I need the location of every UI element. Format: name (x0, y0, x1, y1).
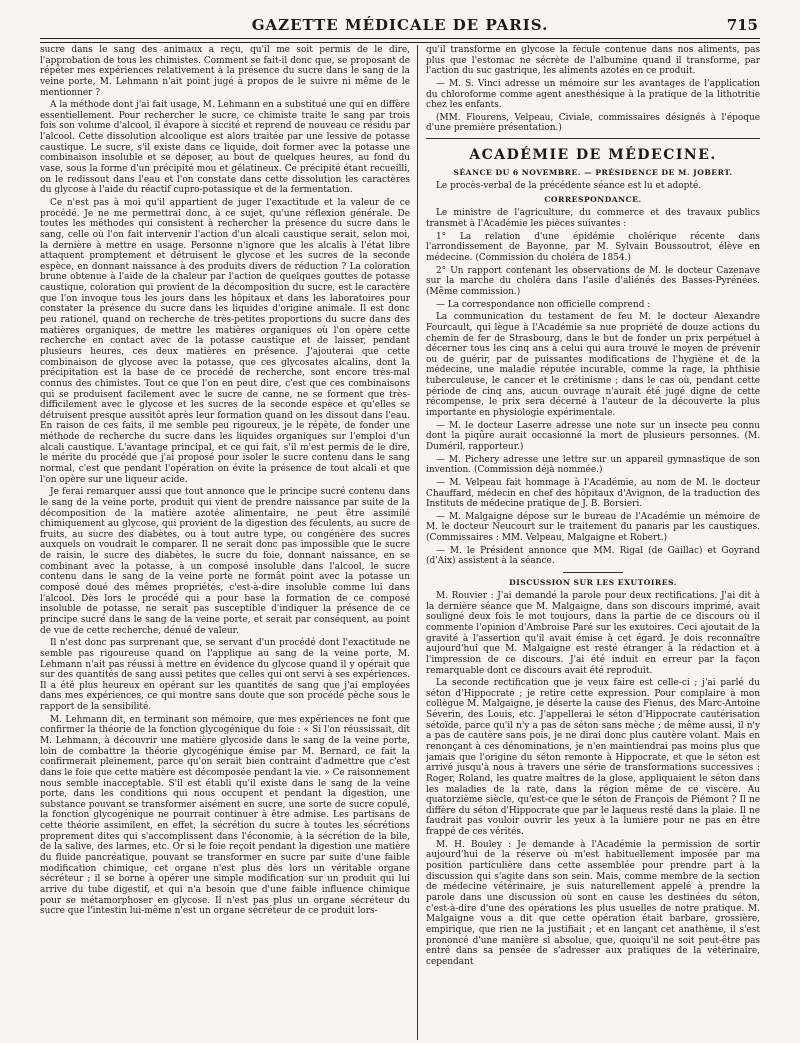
discussion-paragraph: La seconde rectification que je veux faire est celle-ci ; j'ai parlé du séton d'Hippocrate ; je retire cette expression. Pour complaire à mon collègue M. Malgaigne, je déserte la cause des Fienus, des Marc-Antoine Séverin, des Louis, etc. J'appellerai le séton d'Hippocrate cautérisation sétoïde, parce qu'il n'y a pas de séton sans mèche ; de même aussi, il n'y a pas de cautère sans pois, je ne dirai donc plus cautère volant. Mais en renonçant à ces dénominations, je n'en maintiendrai pas moins plus que jamais que l'origine du séton remonte à Hippocrate, et que le séton est arrivé jusqu'à nous à travers une série de transformations successives : Roger, Roland, les quatre maîtres de la glose, appliquaient le séton dans les maladies de la rate, dans la région même de ce viscère. Au quatorzième siècle, qu'est-ce que le séton de François de Piémont ? Il ne diffère du séton d'Hippocrate que par le laqueus resté dans la plaie. Il ne faudrait pas vouloir ouvrir les yeux à la lumière pour ne pas en être frappé de ces vérités. (426, 678, 760, 838)
left-paragraph: Il n'est donc pas surprenant que, se servant d'un procédé dont l'exactitude ne semble pas rigoureuse quand on l'applique au sang de la veine porte, M. Lehmann n'ait pas réussi à mettre en évidence du glycose quand il y opérait que sur des quantités de sang aussi petites que celles qui ont servi à ses expériences. Il a été plus heureux en opérant sur les quantités de sang que j'ai employées dans mes expériences, ce qui montre sans doute que son procédé pèche sous le rapport de la sensibilité. (40, 638, 410, 713)
session-line: SÉANCE DU 6 NOVEMBRE. — PRÉSIDENCE DE M. JOBERT. (453, 167, 733, 177)
right-paragraph: qu'il transforme en glycose la fécule contenue dans nos aliments, pas plus que l'estomac ne sécrète de l'albumine quand il transforme, par l'action du suc gastrique, les aliments azotés en ce produit. (426, 45, 760, 77)
correspondence-paragraph: La communication du testament de feu M. le docteur Alexandre Fourcault, qui lègue à l'Académie sa nue propriété de douze actions du chemin de fer de Strasbourg, dans le but de fonder un prix perpétuel à décerner tous les cinq ans à celui qui aura trouvé le moyen de prévenir ou de guérir, par de puissantes modifications de l'hygiène et de la médecine, une maladie réputée incurable, comme la rage, la phthisie tuberculeuse, le cancer et le crétinisme ; dans le cas où, pendant cette période de cinq ans, aucun ouvrage n'aurait été jugé digne de cette récompense, le prix sera décerné à l'auteur de la découverte la plus importante en physiologie expérimentale. (426, 312, 760, 419)
discussion-heading: DISCUSSION SUR LES EXUTOIRES. (509, 577, 677, 587)
header-rule (40, 38, 760, 43)
right-paragraph: (MM. Flourens, Velpeau, Civiale, commissaires désignés à l'époque d'une première présentation.) (426, 112, 760, 134)
left-paragraph: Ce n'est pas à moi qu'il appartient de juger l'exactitude et la valeur de ce procédé. Je ne me permettrai donc, à ce sujet, qu'une réflexion générale. De toutes les méthodes qui consistent à rechercher la présence du sucre dans le sang, celle où l'on fait intervenir l'action d'un alcali caustique serait, selon moi, la dernière à mettre en usage. Personne n'ignore que les alcalis à l'état libre attaquent promptement et détruisent le glycose et les sucres de la seconde espèce, en donnant naissance à des produits divers de réduction ? La coloration brune obtenue à l'aide de la chaleur par l'action de quelques gouttes de potasse caustique, coloration qui provient de la décomposition du sucre, est le caractère que l'on invoque tous les jours dans les hôpitaux et dans les laboratoires pour constater la présence du sucre dans les liquides d'origine animale. Il est donc peu rationel, quand on recherche de très-petites proportions du sucre dans des matières organiques, de mettre les matières organiques où l'on opère cette recherche en contact avec de la potasse caustique et de laisser, pendant plusieurs heures, ces deux matières en présence. J'ajouterai que cette combinaison de glycose avec la potasse, que ces glycosates alcalins, dont la précipitation est la base de ce procédé de recherche, sont encore très-mal connus des chimistes. Tout ce que l'on en peut dire, c'est que ces combinaisons qui se produisent facilement avec le sucre de canne, ne se forment que très-difficilement avec le glycose et les sucres de la seconde espèce et qu'elles se détruisent presque aussitôt après leur formation quand on les dissout dans l'eau. En raison de ces faits, il me semble peu rigoureux, je le répète, de fonder une méthode de recherche du sucre dans les liquides organiques sur l'emploi d'un alcali caustique. L'avantage principal, et ce qui fait, s'il m'est permis de le dire, le mérite du procédé que j'ai proposé pour isoler le sucre contenu dans le sang normal, c'est que pendant l'opération on évite la présence de tout alcali et que l'on opère sur une liqueur acide. (40, 197, 410, 485)
page-number: 715 (726, 16, 758, 34)
correspondence-paragraph: — La correspondance non officielle comprend : (436, 299, 651, 310)
left-paragraph: Je ferai remarquer aussi que tout annonce que le principe sucré contenu dans le sang de la veine porte, produit qui vient de prendre naissance par suite de la décomposition de la matière azotée alimentaire, ne peut être assimilé chimiquement au glycose, qui provient de la digestion des féculents, au sucre de fruits, au sucre des diabètes, ou à tout autre type, ou congénère des sucres auxquels on voudrait le comparer. Il ne serait donc pas impossible que le sucre de raisin, le sucre des diabètes, le sucre du foie, donnant naissance, en se combinant avec la potasse, à un composé insoluble dans l'alcool, le sucre contenu dans le sang de la veine porte ne formât point avec la potasse un composé doué des mêmes propriétés, c'est-à-dire insoluble comme lui dans l'alcool. Dès lors le procédé qui a pour base la formation de ce composé insoluble de potasse, ne serait pas susceptible d'indiquer la présence de ce principe sucré dans le sang de la veine porte, et serait par conséquent, au point de vue de cette recherche, dénué de valeur. (40, 487, 410, 636)
correspondence-paragraph: — M. Velpeau fait hommage à l'Académie, au nom de M. le docteur Chauffard, médecin en chef des hôpitaux d'Avignon, de la traduction des Instituts de médecine pratique de J. B. Borsieri. (426, 477, 760, 510)
left-paragraph: A la méthode dont j'ai fait usage, M. Lehmann en a substitué une qui en diffère essentiellement. Pour rechercher le sucre, ce chimiste traite le sang par trois fois son volume d'alcool, il évapore à siccité et reprend de nouveau ce résidu par l'alcool. Cette dissolution alcoolique est alors traitée par une lessive de potasse caustique. Le sucre, s'il existe dans ce liquide, doit former avec la potasse une combinaison insoluble et se déposer, au bout de quelques heures, au fond du vase, sous la forme d'un précipité mou et gélatineux. Ce précipité étant recueilli, on le redissout dans l'eau et l'on constate dans cette dissolution les caractères du glycose à l'aide du réactif cupro-potassique et de la fermentation. (40, 100, 410, 196)
minutes-line: Le procès-verbal de la précédente séance est lu et adopté. (436, 180, 702, 191)
academy-heading: ACADÉMIE DE MÉDECINE. (469, 147, 717, 164)
correspondence-paragraph: 2° Un rapport contenant les observations de M. le docteur Cazenave sur la marche du choléra dans l'asile d'aliénés des Basses-Pyrénées. (Même commission.) (426, 265, 760, 297)
discussion-paragraph: M. H. Bouley : Je demande à l'Académie la permission de sortir aujourd'hui de la réserve où m'est habituellement imposée par ma position particulière dans cette assemblée pour prendre part à la discussion qui s'agite dans son sein. Mais, comme membre de la section de médecine vétérinaire, je suis naturellement appelé à prendre la parole dans une discussion où sont en cause les destinées du séton, c'est-à-dire d'une des opérations les plus usuelles de notre pratique. M. Malgaigne vous a dit que cette opération était barbare, grossière, empirique, que rien ne la justifiait ; et en lançant cet anathème, il s'est prononcé d'une manière si absolue, que, quoiqu'il ne soit peut-être pas entré dans sa pensée de s'adresser aux pratiques de la vétérinaire, cependant (426, 839, 760, 967)
discussion-paragraph: M. Rouvier : J'ai demandé la parole pour deux rectifications. J'ai dit à la dernière séance que M. Malgaigne, dans son discours imprimé, avait souligné deux fois le mot toujours, dans la partie de ce discours où il commente l'opinion d'Ambroise Paré sur les exutoires. Ceci ajoutait de la gravité à l'assertion qu'il avait émise à cet égard. Je dois reconnaître aujourd'hui que M. Malgaigne est resté étranger à la rédaction et à l'impression de ce discours. J'ai été induit en erreur par la façon remarquable dont ce discours avait été reproduit. (426, 591, 760, 676)
running-head (40, 12, 760, 38)
correspondence-paragraph: Le ministre de l'agriculture, du commerce et des travaux publics transmet à l'Académie les pièces suivantes : (426, 208, 760, 230)
section-rule-short (563, 572, 623, 573)
column-divider (417, 45, 418, 1040)
right-paragraph: — M. S. Vinci adresse un mémoire sur les avantages de l'application du chloroforme comme agent anesthésique à la pratique de la lithotritie chez les enfants. (426, 78, 760, 111)
journal-title: GAZETTE MÉDICALE DE PARIS. (251, 16, 549, 34)
correspondence-paragraph: — M. le docteur Laserre adresse une note sur un insecte peu connu dont la piqûre aurait occasionné la mort de plusieurs personnes. (M. Duméril, rapporteur.) (426, 420, 760, 452)
right-column (426, 45, 760, 1040)
left-paragraph: sucre dans le sang des animaux a reçu, qu'il me soit permis de le dire, l'approbation de tous les chimistes. Comment se fait-il donc que, se proposant de répéter mes expériences relativement à la présence du sucre dans le sang de la veine porte, M. Lehmann n'ait point jugé à propos de le suivre ni même de le mentionner ? (40, 45, 410, 98)
correspondence-heading: CORRESPONDANCE. (544, 195, 642, 205)
section-rule (426, 138, 760, 139)
correspondence-paragraph: 1° La relation d'une épidémie cholérique récente dans l'arrondissement de Bayonne, par M. Sylvain Boussoutrot, élève en médecine. (Commission du choléra de 1854.) (426, 231, 760, 264)
correspondence-paragraph: — M. Malgaigne dépose sur le bureau de l'Académie un mémoire de M. le docteur Neucourt sur le traitement du panaris par les caustiques. (Commissaires : MM. Velpeau, Malgaigne et Robert.) (426, 511, 760, 544)
correspondence-paragraph: — M. Pichery adresse une lettre sur un appareil gymnastique de son invention. (Commission déjà nommée.) (426, 454, 760, 476)
correspondence-paragraph: — M. le Président annonce que MM. Rigal (de Gaillac) et Goyrand (d'Aix) assistent à la séance. (426, 545, 760, 567)
left-paragraph: M. Lehmann dit, en terminant son mémoire, que mes expériences ne font que confirmer la théorie de la fonction glycogénique du foie : « Si l'on réussissait, dit M. Lehmann, à découvrir une matière glycoside dans le sang de la veine porte, loin de combattre la théorie glycogénique émise par M. Bernard, ce fait la confirmerait pleinement, parce qu'on serait bien contraint d'admettre que c'est dans le foie que cette matière est décomposée pendant la vie. » Ce raisonnement nous semble inacceptable. S'il est établi qu'il existe dans le sang de la veine porte, dans les conditions qui nous occupent et pendant la digestion, une substance pouvant se transformer aisément en sucre, une sorte de sucre copulé, la fonction glycogénique ne pourrait continuer à être admise. Les partisans de cette théorie assimilent, en effet, la sécrétion du sucre à toutes les sécrétions proprement dites qui s'accomplissent dans l'économie, à la sécrétion de la bile, de la salive, des larmes, etc. Or si le foie reçoit pendant la digestion une matière du fluide pancréatique, pouvant se transformer en sucre par suite d'une faible modification chimique, cet organe n'est plus dès lors un véritable organe sécréteur ; il se borne à opérer une simple modification sur un produit qui lui arrive du tube digestif, et qui n'a besoin que d'une faible influence chimique pour se métamorphoser en glycose. Il n'est pas plus un organe sécréteur du sucre que l'intestin lui-même n'est un organe sécréteur de ce produit lors- (40, 714, 410, 917)
left-column (40, 45, 410, 1040)
